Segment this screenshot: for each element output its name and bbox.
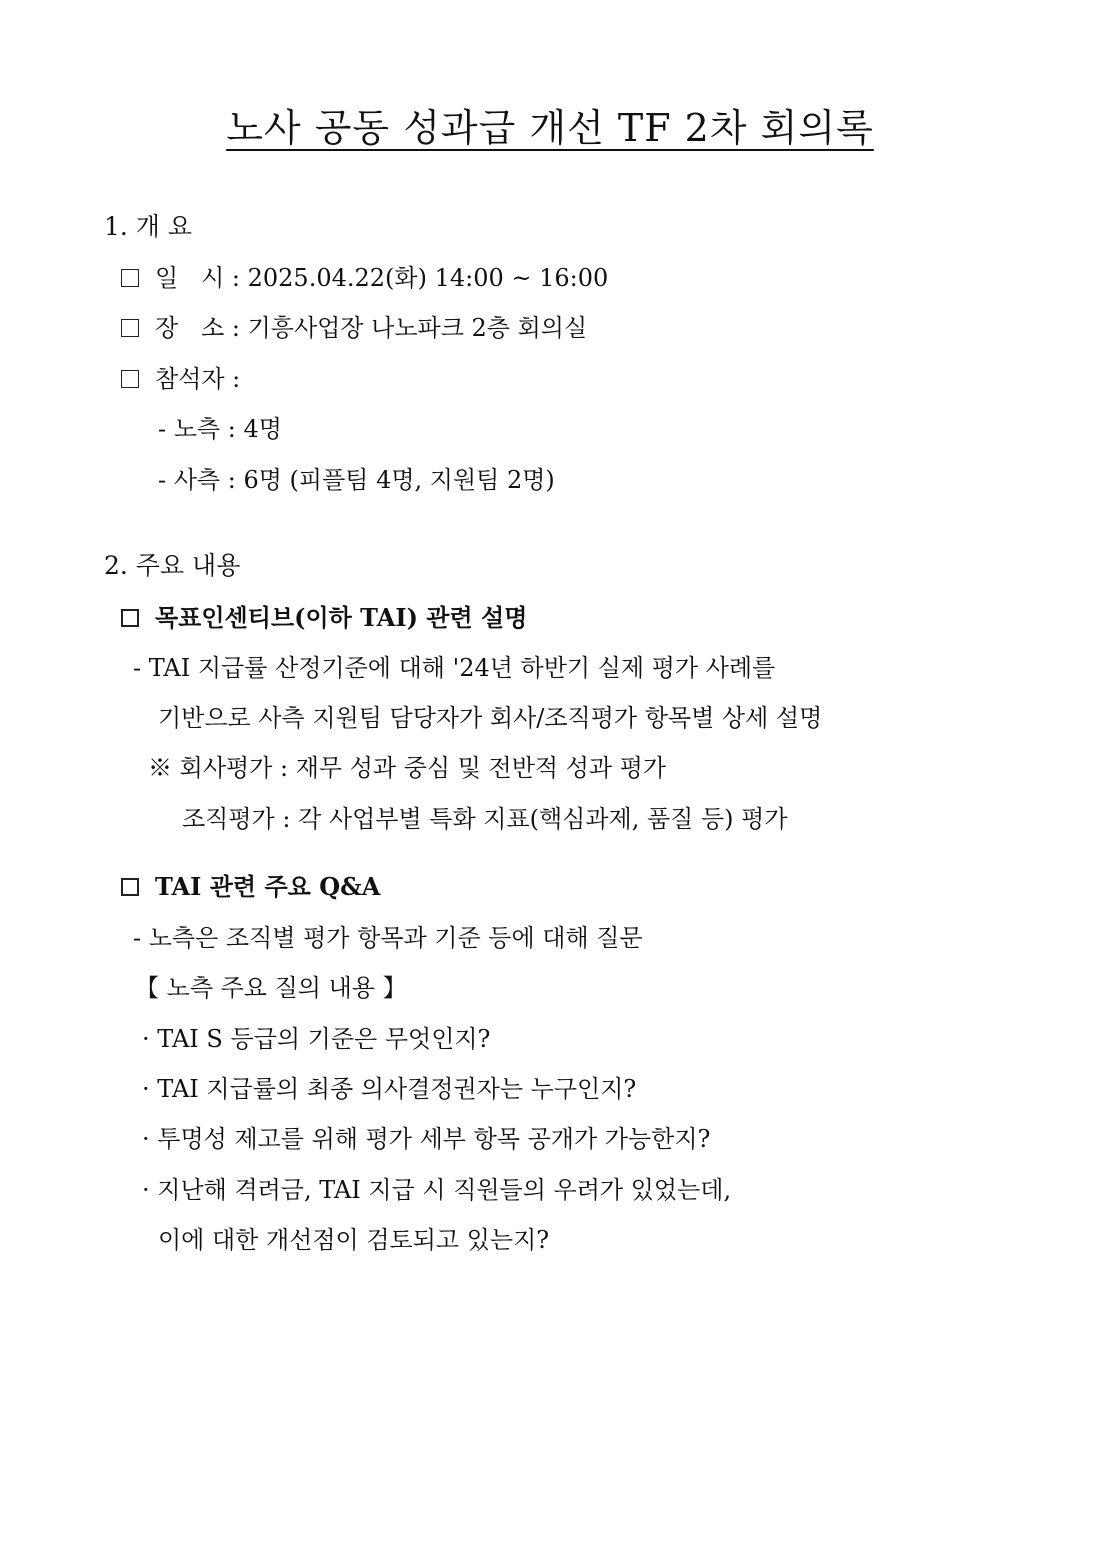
tai-intro-heading-row [121,601,527,635]
checkbox-square-icon [121,878,139,896]
date-value: 2025.04.22(화) 14:00 ~ 16:00 [247,264,609,292]
evaluation-note-line-1: ※ 회사평가 : 재무 성과 중심 및 전반적 성과 평가 [148,754,667,782]
date-label: 일 시 : [155,264,240,292]
checkbox-square-icon [121,370,139,388]
qa-heading: TAI 관련 주요 Q&A [155,872,381,901]
question-item: · TAI 지급률의 최종 의사결정권자는 누구인지? [142,1075,637,1103]
qa-subheading: 【 노측 주요 질의 내용 】 [135,974,407,1002]
evaluation-note-line-2: 조직평가 : 각 사업부별 특화 지표(핵심과제, 품질 등) 평가 [182,805,788,833]
qa-heading-row [121,870,380,904]
place-value: 기흥사업장 나노파크 2층 회의실 [247,314,588,342]
qa-line-1: - 노측은 조직별 평가 항목과 기준 등에 대해 질문 [133,924,643,952]
question-item: · TAI S 등급의 기준은 무엇인지? [142,1025,491,1053]
tai-intro-line-2: 기반으로 사측 지원팀 담당자가 회사/조직평가 항목별 상세 설명 [158,704,823,732]
company-side-attendees: - 사측 : 6명 (피플팀 4명, 지원팀 2명) [158,466,555,494]
attendees-label: 참석자 : [155,365,241,393]
checkbox-square-icon [121,269,139,287]
place-row [121,311,587,345]
section-1-heading: 1. 개 요 [104,212,193,241]
tai-intro-heading: 목표인센티브(이하 TAI) 관련 설명 [155,603,528,632]
question-item: · 지난해 격려금, TAI 지급 시 직원들의 우려가 있었는데, [142,1176,732,1204]
document-title [0,100,1100,156]
attendees-row [121,362,240,396]
tai-intro-line-1: - TAI 지급률 산정기준에 대해 '24년 하반기 실제 평가 사례를 [133,654,776,682]
question-item: · 투명성 제고를 위해 평가 세부 항목 공개가 가능한지? [142,1125,711,1153]
checkbox-square-icon [121,609,139,627]
section-2-heading: 2. 주요 내용 [104,551,241,580]
date-row [121,261,608,295]
place-label: 장 소 : [155,314,240,342]
document-title-text: 노사 공동 성과급 개선 TF 2차 회의록 [226,106,874,150]
question-item-continuation: 이에 대한 개선점이 검토되고 있는지? [158,1226,550,1254]
labor-side-attendees: - 노측 : 4명 [158,415,282,443]
checkbox-square-icon [121,319,139,337]
